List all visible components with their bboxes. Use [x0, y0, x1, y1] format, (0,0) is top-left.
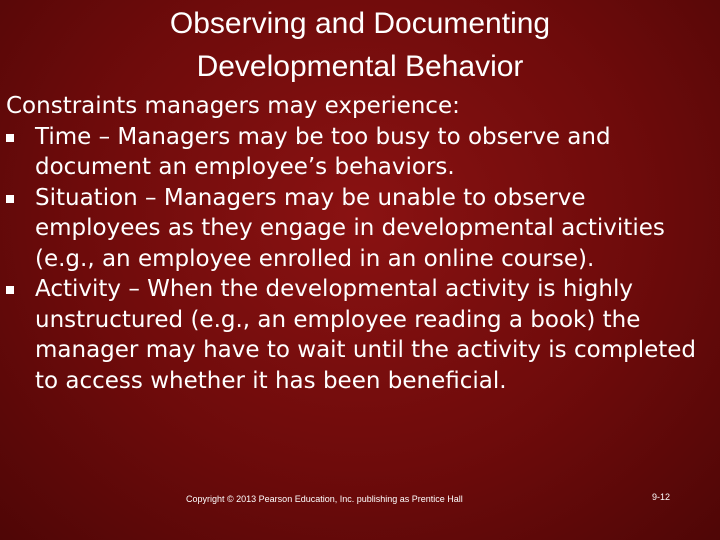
bullet-item-time	[6, 122, 711, 183]
title-line-2: Developmental Behavior	[196, 50, 524, 83]
bullet-text: Activity – When the developmental activity is highly unstructured (e.g., an employee reading a book) the manager may have to wait until the activity is completed to access whether it has been beneficial.	[35, 276, 697, 394]
intro-text: Constraints managers may experience:	[6, 93, 460, 119]
bullet-text: Situation – Managers may be unable to observe employees as they engage in developmental activities (e.g., an employee enrolled in an online course).	[35, 184, 665, 272]
bullet-text: Time – Managers may be too busy to observe and document an employee’s behaviors.	[35, 123, 611, 180]
page-number: 9-12	[652, 492, 671, 502]
slide-body	[6, 91, 711, 396]
bullet-item-activity	[6, 274, 711, 396]
title-line-1: Observing and Documenting	[169, 7, 551, 40]
square-bullet-icon	[6, 195, 14, 203]
copyright-footer: Copyright © 2013 Pearson Education, Inc. publishing as Prentice Hall	[186, 494, 463, 504]
bullet-list	[6, 122, 711, 397]
square-bullet-icon	[6, 134, 14, 142]
bullet-item-situation	[6, 183, 711, 275]
slide-title	[0, 2, 720, 88]
square-bullet-icon	[6, 286, 14, 294]
